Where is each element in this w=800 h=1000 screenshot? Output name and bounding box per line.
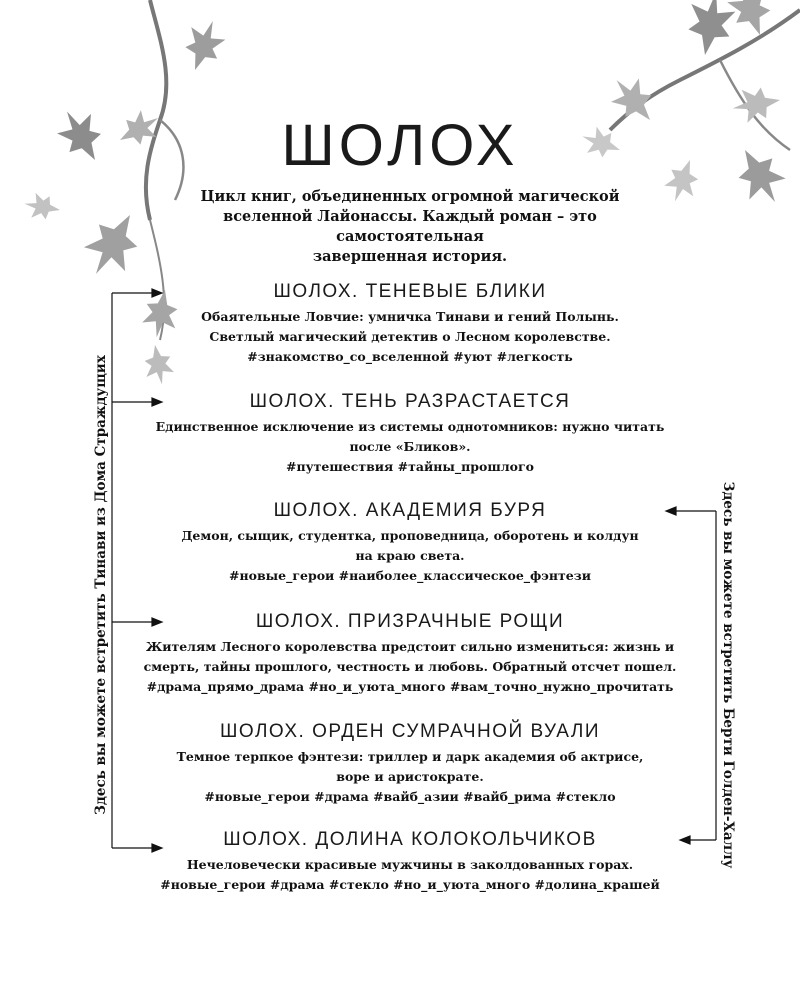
book-entry-teneviye-bliki [140,281,680,367]
intro-line: завершенная история. [312,248,508,265]
book-description-line: Жителям Лесного королевства предстоит сильно измениться: жизнь и [145,639,675,654]
book-title: ШОЛОХ. ДОЛИНА КОЛОКОЛЬЧИКОВ [223,829,597,850]
book-description-line: Демон, сыщик, студентка, проповедница, оборотень и колдун [181,528,639,543]
book-description-line: после «Бликов». [349,439,471,454]
book-description-line: Единственное исключение из системы однотомников: нужно читать [155,419,665,434]
book-entry-akademiya-burya [140,500,680,586]
book-title: ШОЛОХ. ПРИЗРАЧНЫЕ РОЩИ [255,611,565,632]
book-description-line: Нечеловечески красивые мужчины в заколдованных горах. [186,857,634,872]
intro-line: Цикл книг, объединенных огромной магической [200,188,620,205]
book-tags: #путешествия #тайны_прошлого [286,459,534,474]
book-tags: #новые_герои #драма #вайб_азии #вайб_рима #стекло [204,789,616,804]
book-entry-ten-razrastaetsya [140,391,680,477]
book-description-line: воре и аристократе. [336,769,484,784]
book-description-line: Светлый магический детектив о Лесном королевстве. [209,329,611,344]
book-title: ШОЛОХ. АКАДЕМИЯ БУРЯ [273,500,547,521]
side-note-tinavi: Здесь вы можете встретить Тинави из Дома Страждущих [93,355,109,815]
book-description-line: Обаятельные Ловчие: умничка Тинави и гений Полынь. [201,309,619,324]
intro-line: вселенной Лайонассы. Каждый роман – это самостоятельная [223,208,597,245]
book-title: ШОЛОХ. ОРДЕН СУМРАЧНОЙ ВУАЛИ [219,721,601,742]
book-tags: #новые_герои #наиболее_классическое_фэнтези [228,568,592,583]
series-intro [160,187,660,267]
book-title: ШОЛОХ. ТЕНЬ РАЗРАСТАЕТСЯ [249,391,571,412]
book-entry-orden-sumrachnoy-vuali [140,721,680,807]
book-tags: #драма_прямо_драма #но_и_уюта_много #вам_точно_нужно_прочитать [146,679,674,694]
side-note-berti: Здесь вы можете встретить Берти Голден-Халлу [720,481,736,869]
book-entry-prizrachnye-roshchi [140,611,680,697]
page-title: ШОЛОХ [281,113,519,178]
book-description-line: смерть, тайны прошлого, честность и любовь. Обратный отсчет пошел. [143,659,677,674]
book-description-line: Темное терпкое фэнтези: триллер и дарк академия об актрисе, [176,749,644,764]
book-tags: #новые_герои #драма #стекло #но_и_уюта_много #долина_крашей [160,877,660,892]
book-title: ШОЛОХ. ТЕНЕВЫЕ БЛИКИ [273,281,547,302]
book-entry-dolina-kolokolchikov [140,829,680,895]
book-description-line: на краю света. [355,548,465,563]
book-tags: #знакомство_со_вселенной #уют #легкость [247,349,573,364]
maple-branch-right-illustration [578,0,800,212]
